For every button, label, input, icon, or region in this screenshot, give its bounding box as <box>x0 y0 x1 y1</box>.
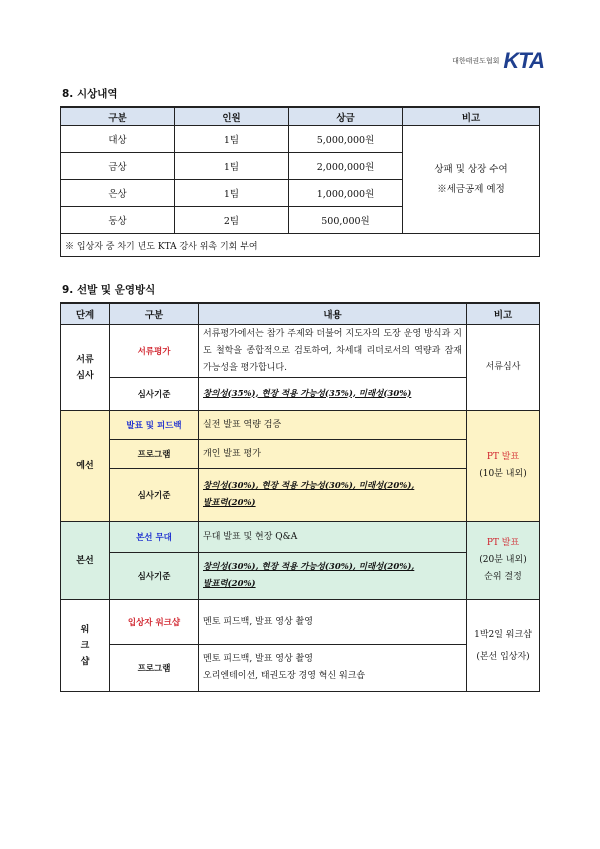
prelim-category-program: 프로그램 <box>110 440 199 469</box>
selection-header-row <box>61 303 540 325</box>
award-people: 1팀 <box>175 126 289 153</box>
logo-mark-ta: TA <box>518 48 544 73</box>
prelim-note <box>467 411 540 522</box>
award-category: 은상 <box>61 180 175 207</box>
stage-final: 본선 <box>61 522 110 600</box>
award-prize: 5,000,000원 <box>289 126 403 153</box>
final-criteria-line1: 창의성(30%), 현장 적용 가능성(30%), 미래성(20%), <box>203 562 415 572</box>
award-remark <box>403 126 540 234</box>
stage-doc-review-line2: 심사 <box>76 370 94 381</box>
table-row <box>61 411 540 440</box>
award-remark-line2: ※세금공제 예정 <box>437 183 505 195</box>
selection-table <box>60 302 540 692</box>
kta-logo <box>452 48 544 74</box>
section8-title: 8. 시상내역 <box>62 88 118 100</box>
stage-workshop-line1: 워 <box>80 624 90 635</box>
prelim-note-line1: PT 발표 <box>486 452 520 462</box>
logo-mark-k: K <box>503 48 519 73</box>
workshop-category-winners: 입상자 워크샵 <box>110 600 199 645</box>
final-category-stage: 본선 무대 <box>110 522 199 553</box>
award-prize: 1,000,000원 <box>289 180 403 207</box>
prelim-content-program: 개인 발표 평가 <box>199 440 467 469</box>
section9-title: 9. 선발 및 운영방식 <box>62 284 156 296</box>
doc-review-note: 서류심사 <box>467 325 540 411</box>
final-content-stage: 무대 발표 및 현장 Q&A <box>199 522 467 553</box>
awards-note-row <box>61 234 540 257</box>
awards-header-remark: 비고 <box>403 107 540 126</box>
awards-header-category: 구분 <box>61 107 175 126</box>
stage-workshop-line3: 샵 <box>80 656 90 667</box>
selection-header-content: 내용 <box>199 303 467 325</box>
logo-org-name: 대한태권도협회 <box>452 57 500 65</box>
workshop-category-program: 프로그램 <box>110 645 199 692</box>
final-note-line3: 순위 결정 <box>484 572 522 582</box>
workshop-note-line2: (본선 입상자) <box>476 651 530 662</box>
award-people: 1팀 <box>175 153 289 180</box>
stage-workshop-line2: 크 <box>80 640 90 651</box>
prelim-content-presentation: 실전 발표 역량 검증 <box>199 411 467 440</box>
doc-review-criteria-text: 창의성(35%), 현장 적용 가능성(35%), 미래성(30%) <box>203 388 412 399</box>
workshop-content-program-line1: 멘토 피드백, 발표 영상 촬영 <box>203 654 313 664</box>
table-row <box>61 325 540 378</box>
doc-review-content: 서류평가에서는 참가 주제와 더불어 지도자의 도장 운영 방식과 지도 철학을 종합적으로 검토하여, 차세대 리더로서의 역량과 잠재 가능성을 평가합니다. <box>199 325 467 378</box>
award-category: 동상 <box>61 207 175 234</box>
award-remark-line1: 상패 및 상장 수여 <box>434 163 508 175</box>
workshop-content-winners: 멘토 피드백, 발표 영상 촬영 <box>199 600 467 645</box>
awards-table <box>60 106 540 257</box>
prelim-criteria-label: 심사기준 <box>110 469 199 522</box>
final-note <box>467 522 540 600</box>
prelim-criteria-line2: 발표력(20%) <box>203 498 256 508</box>
awards-header-people: 인원 <box>175 107 289 126</box>
award-prize: 500,000원 <box>289 207 403 234</box>
workshop-content-program-line2: 오리엔테이션, 태권도장 경영 혁신 워크숍 <box>203 671 366 681</box>
logo-mark <box>503 48 544 74</box>
prelim-category-presentation: 발표 및 피드백 <box>110 411 199 440</box>
selection-header-stage: 단계 <box>61 303 110 325</box>
prelim-note-line2: (10분 내외) <box>479 469 527 479</box>
award-people: 2팀 <box>175 207 289 234</box>
awards-header-prize: 상금 <box>289 107 403 126</box>
final-criteria-label: 심사기준 <box>110 553 199 600</box>
award-people: 1팀 <box>175 180 289 207</box>
awards-header-row <box>61 107 540 126</box>
prelim-criteria-line1: 창의성(30%), 현장 적용 가능성(30%), 미래성(20%), <box>203 481 415 491</box>
prelim-criteria <box>199 469 467 522</box>
table-row <box>61 126 540 153</box>
award-category: 금상 <box>61 153 175 180</box>
final-note-line1: PT 발표 <box>486 538 520 548</box>
doc-review-category: 서류평가 <box>110 325 199 378</box>
table-row <box>61 522 540 553</box>
final-note-line2: (20분 내외) <box>479 555 527 565</box>
award-prize: 2,000,000원 <box>289 153 403 180</box>
workshop-content-program <box>199 645 467 692</box>
award-category: 대상 <box>61 126 175 153</box>
doc-review-criteria <box>199 378 467 411</box>
stage-workshop <box>61 600 110 692</box>
workshop-note-line1: 1박2일 워크샵 <box>474 629 532 640</box>
stage-prelim: 예선 <box>61 411 110 522</box>
table-row <box>61 600 540 645</box>
awards-note: ※ 입상자 중 차기 년도 KTA 강사 위촉 기회 부여 <box>61 234 540 257</box>
workshop-note <box>467 600 540 692</box>
selection-header-remark: 비고 <box>467 303 540 325</box>
stage-doc-review <box>61 325 110 411</box>
doc-review-criteria-label: 심사기준 <box>110 378 199 411</box>
final-criteria <box>199 553 467 600</box>
stage-doc-review-line1: 서류 <box>76 354 94 365</box>
final-criteria-line2: 발표력(20%) <box>203 579 256 589</box>
selection-header-category: 구분 <box>110 303 199 325</box>
